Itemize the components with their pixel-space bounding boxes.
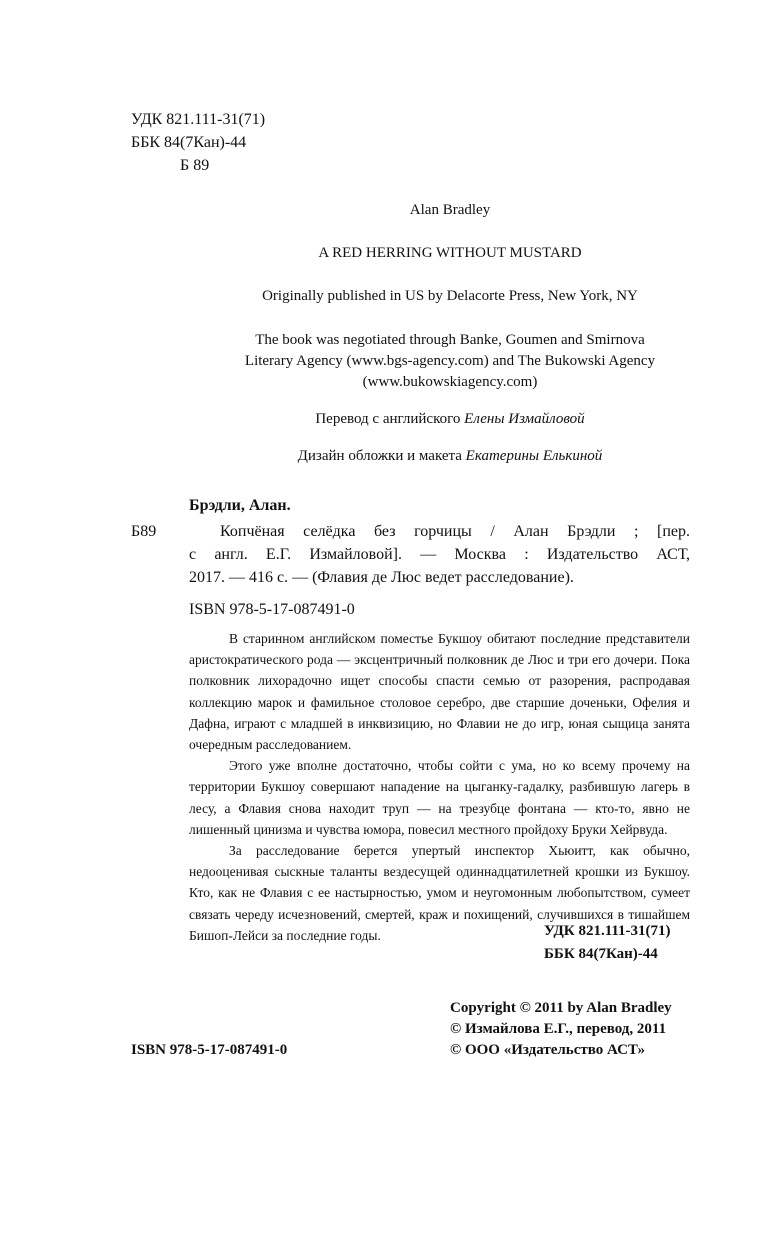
designer-name: Екатерины Елькиной [465, 448, 603, 464]
catalog-line-1: Копчёная селёдка без горчицы / Алан Брэдли ; [пер. [220, 523, 690, 540]
translation-credit [150, 409, 750, 430]
bbk-code: ББК 84(7Кан)-44 [131, 134, 247, 151]
footer-udk: УДК 821.111-31(71) [544, 923, 671, 939]
design-prefix: Дизайн обложки и макета [297, 448, 466, 464]
author-mark: Б 89 [180, 157, 210, 174]
design-credit [150, 446, 750, 467]
agency-line-2: Literary Agency (www.bgs-agency.com) and The Bukowski Agency [244, 353, 656, 369]
catalog-heading: Брэдли, Алан. [189, 497, 291, 514]
copyright-line-1: Copyright © 2011 by Alan Bradley [450, 1000, 672, 1016]
catalog-line-3: 2017. — 416 с. — (Флавия де Люс ведет расследование). [189, 569, 574, 586]
annotation [189, 628, 690, 946]
catalog-mark: Б89 [131, 523, 157, 540]
catalog-isbn: ISBN 978-5-17-087491-0 [189, 601, 355, 618]
translator-name: Елены Измайловой [464, 411, 585, 427]
annotation-paragraph-1: В старинном английском поместье Букшоу обитают последние представители аристократического рода — эксцентричный полковник де Люс и три его дочери. Пока полковник лихорадочно ищет способы спасти семью от разорения, распродавая коллекцию марок и фамильное столовое серебро, две старшие доченьки, Офелия и Дафна, играют с младшей в инквизицию, но Флавии не до игр, юная сыщица занята очередным расследованием. [189, 631, 690, 753]
original-author: Alan Bradley [409, 202, 491, 218]
copyright-line-2: © Измайлова Е.Г., перевод, 2011 [450, 1021, 667, 1037]
original-title: A RED HERRING WITHOUT MUSTARD [318, 245, 582, 261]
catalog-line-2: с англ. Е.Г. Измайловой]. — Москва : Издательство АСТ, [189, 546, 690, 563]
annotation-paragraph-3: За расследование берется упертый инспектор Хьюитт, как обычно, недооценивая сыскные таланты вездесущей одиннадцатилетней крошки из Букшоу. Кто, как не Флавия с ее настырностью, умом и неугомонным любопытством, сумеет связать череду исчезновений, смертей, краж и похищений, случившихся в тишайшем Бишоп-Лейси за последние годы. [189, 843, 690, 943]
udk-code: УДК 821.111-31(71) [131, 111, 266, 128]
translation-prefix: Перевод с английского [315, 411, 465, 427]
copyright-line-3: © ООО «Издательство АСТ» [450, 1042, 646, 1058]
annotation-paragraph-2: Этого уже вполне достаточно, чтобы сойти с ума, но ко всему прочему на территории Букшоу совершают нападение на цыганку-гадалку, разбившую лагерь в лесу, а Флавия снова находит труп — на трезубце фонтана — кто-то, явно не лишенный цинизма и чувства юмора, повесил местного пройдоху Бруки Хейрвуда. [189, 758, 690, 837]
footer-bbk: ББК 84(7Кан)-44 [544, 946, 658, 962]
agency-line-1: The book was negotiated through Banke, Goumen and Smirnova [255, 332, 645, 348]
footer-isbn: ISBN 978-5-17-087491-0 [131, 1042, 288, 1058]
agency-line-3: (www.bukowskiagency.com) [362, 374, 538, 390]
original-publisher: Originally published in US by Delacorte Press, New York, NY [262, 288, 638, 304]
